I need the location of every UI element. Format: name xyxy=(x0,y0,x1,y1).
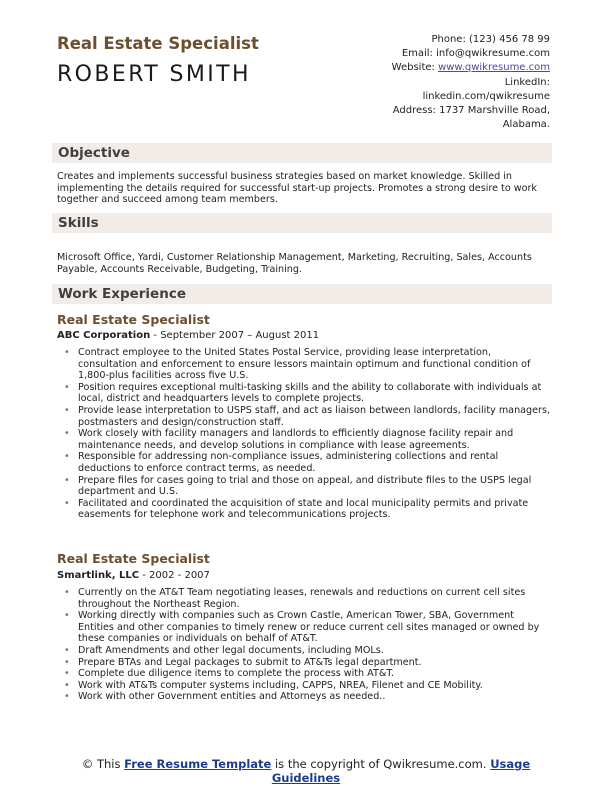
bullet-text: Prepare files for cases going to trial and those on appeal, and distribute files to the USPS legal department and U.S. xyxy=(78,474,532,498)
footer-text-pre: This xyxy=(93,757,125,771)
bullet-text: Responsible for addressing non-compliance issues, administering collections and rental deductions to enforce contract terms, as needed. xyxy=(78,451,499,474)
list-item xyxy=(57,657,552,669)
bullet-text: Contract employee to the United States Postal Service, providing lease interpretation, consultation and enforcement to ensure lessors maintain optimum and functional condition of 1,800-plus facilities across five U.S. xyxy=(78,347,531,382)
list-item xyxy=(57,587,552,610)
copyright-icon: © xyxy=(81,757,94,771)
job-2-company-line xyxy=(57,570,210,581)
bullet-icon: • xyxy=(64,404,70,416)
bullet-text: Work with other Government entities and Attorneys as needed.. xyxy=(78,691,386,703)
list-item xyxy=(57,428,552,451)
bullet-icon: • xyxy=(64,497,70,509)
job-1-role: Real Estate Specialist xyxy=(57,312,210,327)
bullet-icon: • xyxy=(64,644,70,656)
skills-section-bar xyxy=(52,213,552,233)
copyright-footer xyxy=(0,757,612,785)
job-2-bullets xyxy=(57,587,552,703)
job-1-company-line xyxy=(57,330,319,341)
contact-block xyxy=(320,33,550,132)
list-item xyxy=(57,451,552,474)
list-item xyxy=(57,645,552,657)
contact-email xyxy=(320,47,550,61)
email-label: Email: xyxy=(401,48,433,60)
experience-heading: Work Experience xyxy=(58,286,186,302)
bullet-icon: • xyxy=(64,679,70,691)
bullet-icon: • xyxy=(64,656,70,668)
list-item xyxy=(57,498,552,521)
contact-phone xyxy=(320,33,550,47)
list-item xyxy=(57,347,552,382)
bullet-icon: • xyxy=(64,610,70,622)
objective-heading: Objective xyxy=(58,145,130,161)
list-item xyxy=(57,382,552,405)
job-2-role: Real Estate Specialist xyxy=(57,551,210,566)
job-1-dates: - September 2007 – August 2011 xyxy=(150,330,320,341)
usage-guidelines-link[interactable]: Usage xyxy=(490,757,531,771)
job-1-bullets xyxy=(57,347,552,521)
job-2-company: Smartlink, LLC xyxy=(57,570,140,581)
bullet-icon: • xyxy=(64,347,70,358)
bullet-text: Prepare BTAs and Legal packages to submit to AT&Ts legal department. xyxy=(78,656,422,668)
address-label: Address: xyxy=(392,105,436,117)
bullet-text: Work with AT&Ts computer systems including, CAPPS, NREA, Filenet and CE Mobility. xyxy=(78,679,483,691)
website-link[interactable]: www.qwikresume.com xyxy=(438,62,550,74)
usage-guidelines-link-line2[interactable]: Guidelines xyxy=(271,771,341,785)
skills-heading: Skills xyxy=(58,215,99,231)
list-item xyxy=(57,475,552,498)
list-item xyxy=(57,680,552,692)
bullet-text: Work closely with facility managers and landlords to efficiently diagnose facility repair and maintenance needs, and develop solutions in compliance with lease agreements. xyxy=(78,428,514,451)
address-line-1: 1737 Marshville Road, xyxy=(439,105,550,117)
website-label: Website: xyxy=(391,62,435,74)
contact-address xyxy=(320,104,550,118)
phone-label: Phone: xyxy=(431,34,466,45)
bullet-text: Draft Amendments and other legal documents, including MOLs. xyxy=(78,644,384,656)
skills-text: Microsoft Office, Yardi, Customer Relationship Management, Marketing, Recruiting, Sales, Accounts Payable, Accounts Receivable, Budgeting, Training. xyxy=(57,252,532,275)
phone-value: (123) 456 78 99 xyxy=(469,34,550,45)
job-1-company: ABC Corporation xyxy=(57,330,151,341)
bullet-icon: • xyxy=(64,428,70,440)
linkedin-value: linkedin.com/qwikresume xyxy=(422,90,550,102)
list-item xyxy=(57,668,552,680)
bullet-icon: • xyxy=(64,691,70,703)
candidate-name: ROBERT SMITH xyxy=(57,62,251,87)
list-item xyxy=(57,405,552,428)
contact-website xyxy=(320,61,550,75)
bullet-text: Provide lease interpretation to USPS staff, and act as liaison between landlords, facility managers, postmasters and design/construction staff. xyxy=(78,404,551,428)
bullet-text: Facilitated and coordinated the acquisition of state and local municipality permits and private easements for telephone work and telecommunications projects. xyxy=(78,497,529,521)
bullet-icon: • xyxy=(64,668,70,680)
bullet-icon: • xyxy=(64,451,70,463)
bullet-text: Position requires exceptional multi-tasking skills and the ability to collaborate with individuals at local, district and headquarters levels to complete projects. xyxy=(78,381,542,405)
bullet-text: Working directly with companies such as Crown Castle, American Tower, SBA, Government Entities and other companies to timely renew or reduce current cell sites managed or owned by these companies or individuals on behalf of AT&T. xyxy=(78,610,540,645)
list-item xyxy=(57,691,552,703)
free-resume-template-link[interactable]: Free Resume Template xyxy=(124,757,272,771)
bullet-text: Complete due diligence items to complete the process with AT&T. xyxy=(78,668,395,680)
linkedin-label: LinkedIn: xyxy=(504,76,550,88)
list-item xyxy=(57,610,552,645)
address-line-2: Alabama. xyxy=(502,119,550,131)
job-2-dates: - 2002 - 2007 xyxy=(139,570,210,581)
bullet-text: Currently on the AT&T Team negotiating leases, renewals and reductions on current cell sites throughout the Northeast Region. xyxy=(78,587,526,610)
job-title: Real Estate Specialist xyxy=(57,34,259,53)
email-value: info@qwikresume.com xyxy=(436,48,550,60)
bullet-icon: • xyxy=(64,587,70,598)
footer-text-mid: is the copyright of Qwikresume.com. xyxy=(271,757,491,771)
bullet-icon: • xyxy=(64,381,70,393)
bullet-icon: • xyxy=(64,474,70,486)
objective-text: Creates and implements successful business strategies based on market knowledge. Skilled in implementing the details required for successful start-up projects. Promotes a strong desire to work together and succeed among team members. xyxy=(57,171,537,206)
